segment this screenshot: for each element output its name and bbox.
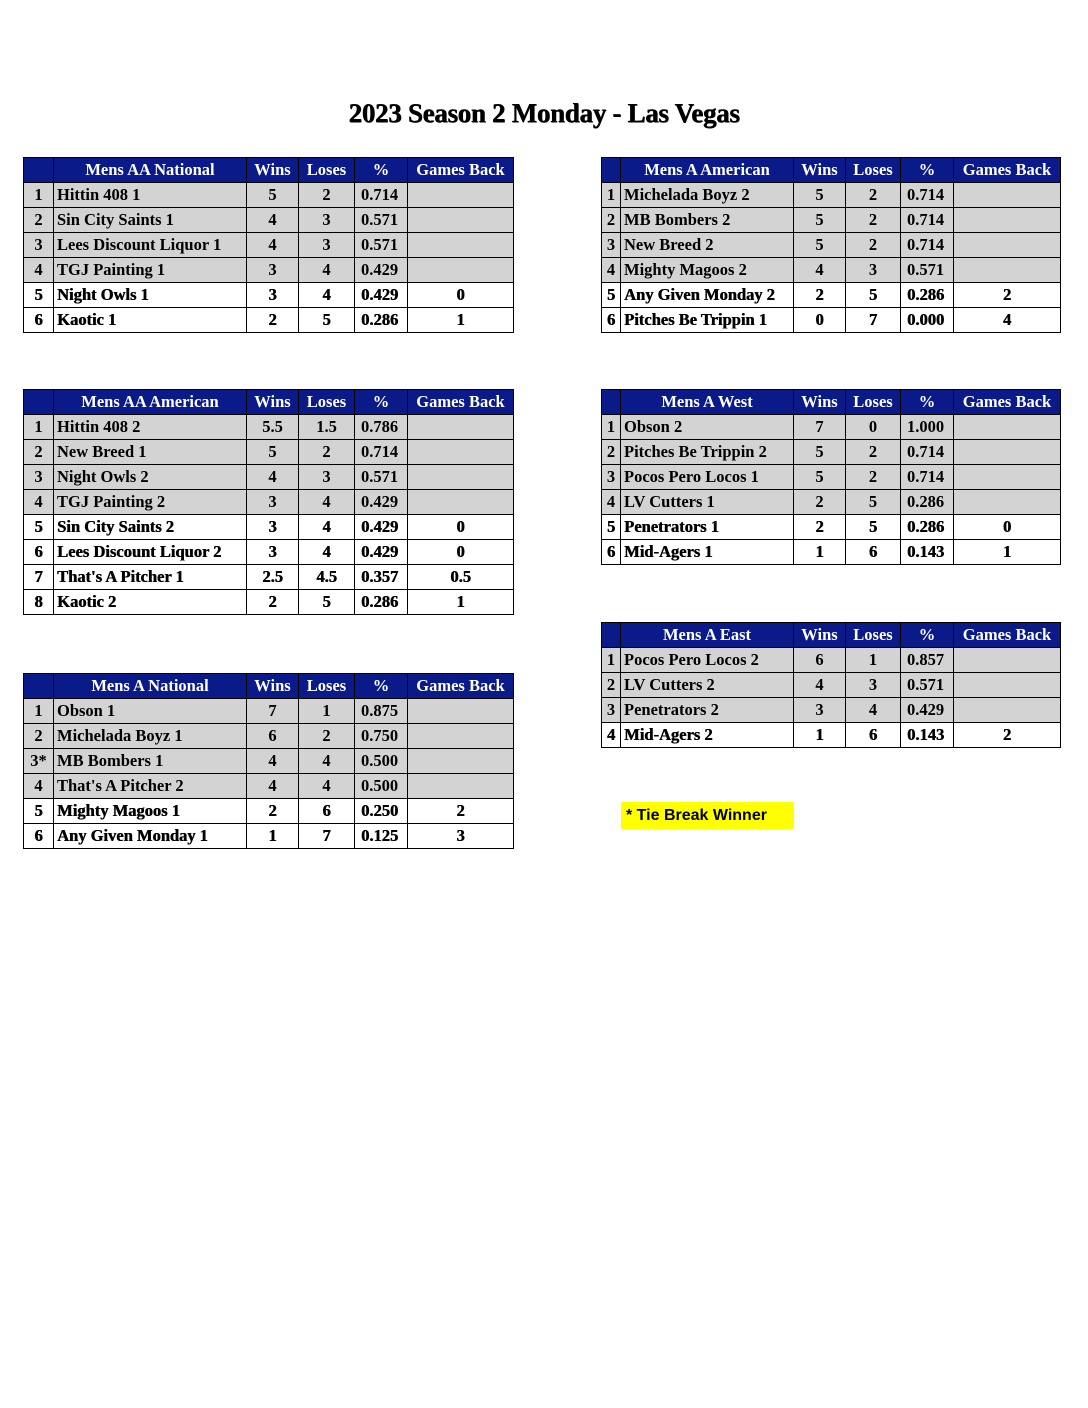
- games-back-cell: 1: [408, 590, 514, 615]
- team-name: Lees Discount Liquor 1: [54, 233, 247, 258]
- team-name: Pitches Be Trippin 1: [621, 308, 794, 333]
- table-row: [24, 208, 514, 233]
- rank-cell: 2: [602, 208, 621, 233]
- header-games-back: Games Back: [408, 390, 514, 415]
- loses-cell: 4.5: [299, 565, 355, 590]
- games-back-cell: 1: [954, 540, 1061, 565]
- loses-cell: 2: [299, 440, 355, 465]
- team-name: MB Bombers 1: [54, 749, 247, 774]
- pct-cell: 0.571: [355, 208, 408, 233]
- table-row: [602, 183, 1061, 208]
- wins-cell: 1: [247, 824, 299, 849]
- team-name: Sin City Saints 2: [54, 515, 247, 540]
- header-rank: [602, 390, 621, 415]
- team-name: Hittin 408 1: [54, 183, 247, 208]
- loses-cell: 3: [299, 208, 355, 233]
- games-back-cell: 2: [408, 799, 514, 824]
- games-back-cell: 1: [408, 308, 514, 333]
- rank-cell: 3: [602, 698, 621, 723]
- team-name: Kaotic 1: [54, 308, 247, 333]
- wins-cell: 7: [794, 415, 846, 440]
- games-back-cell: [954, 440, 1061, 465]
- pct-cell: 0.429: [355, 540, 408, 565]
- table-row: [602, 283, 1061, 308]
- header-loses: Loses: [846, 390, 901, 415]
- team-name: Lees Discount Liquor 2: [54, 540, 247, 565]
- rank-cell: 2: [602, 673, 621, 698]
- loses-cell: 3: [846, 673, 901, 698]
- pct-cell: 0.143: [901, 723, 954, 748]
- pct-cell: 0.286: [355, 308, 408, 333]
- games-back-cell: 4: [954, 308, 1061, 333]
- games-back-cell: [408, 490, 514, 515]
- table-row: [24, 258, 514, 283]
- wins-cell: 2: [794, 283, 846, 308]
- rank-cell: 5: [24, 799, 54, 824]
- wins-cell: 4: [247, 465, 299, 490]
- team-name: Obson 2: [621, 415, 794, 440]
- rank-cell: 1: [602, 648, 621, 673]
- division-name: Mens A East: [621, 623, 794, 648]
- header-wins: Wins: [247, 390, 299, 415]
- header-loses: Loses: [299, 674, 355, 699]
- loses-cell: 4: [299, 749, 355, 774]
- loses-cell: 5: [846, 515, 901, 540]
- table-row: [602, 673, 1061, 698]
- team-name: Mid-Agers 2: [621, 723, 794, 748]
- pct-cell: 0.286: [901, 490, 954, 515]
- loses-cell: 2: [846, 183, 901, 208]
- rank-cell: 3: [24, 465, 54, 490]
- pct-cell: 0.875: [355, 699, 408, 724]
- rank-cell: 5: [24, 515, 54, 540]
- wins-cell: 5: [247, 183, 299, 208]
- loses-cell: 4: [299, 540, 355, 565]
- loses-cell: 7: [299, 824, 355, 849]
- wins-cell: 4: [794, 673, 846, 698]
- wins-cell: 5.5: [247, 415, 299, 440]
- rank-cell: 3: [602, 465, 621, 490]
- wins-cell: 5: [794, 440, 846, 465]
- header-pct: %: [355, 674, 408, 699]
- wins-cell: 0: [794, 308, 846, 333]
- header-games-back: Games Back: [954, 158, 1061, 183]
- table-row: [24, 308, 514, 333]
- table-row: [602, 308, 1061, 333]
- pct-cell: 0.429: [355, 490, 408, 515]
- games-back-cell: [954, 258, 1061, 283]
- division-name: Mens AA American: [54, 390, 247, 415]
- rank-cell: 8: [24, 590, 54, 615]
- rank-cell: 5: [602, 515, 621, 540]
- standings-table-mens-a-national: [23, 673, 514, 849]
- table-row: [24, 749, 514, 774]
- table-row: [24, 465, 514, 490]
- table-row: [24, 824, 514, 849]
- loses-cell: 0: [846, 415, 901, 440]
- table-row: [24, 565, 514, 590]
- table-row: [24, 233, 514, 258]
- loses-cell: 5: [846, 490, 901, 515]
- header-pct: %: [901, 623, 954, 648]
- wins-cell: 3: [247, 540, 299, 565]
- rank-cell: 2: [24, 724, 54, 749]
- pct-cell: 0.714: [901, 208, 954, 233]
- games-back-cell: 3: [408, 824, 514, 849]
- standings-table-mens-aa-national: [23, 157, 514, 333]
- wins-cell: 4: [794, 258, 846, 283]
- wins-cell: 3: [247, 515, 299, 540]
- rank-cell: 1: [602, 415, 621, 440]
- pct-cell: 0.857: [901, 648, 954, 673]
- wins-cell: 2: [247, 308, 299, 333]
- pct-cell: 0.286: [901, 283, 954, 308]
- table-row: [602, 415, 1061, 440]
- team-name: That's A Pitcher 2: [54, 774, 247, 799]
- pct-cell: 0.429: [355, 515, 408, 540]
- header-rank: [24, 390, 54, 415]
- rank-cell: 3: [24, 233, 54, 258]
- division-name: Mens A National: [54, 674, 247, 699]
- table-row: [24, 590, 514, 615]
- rank-cell: 7: [24, 565, 54, 590]
- pct-cell: 0.500: [355, 749, 408, 774]
- games-back-cell: [954, 415, 1061, 440]
- page-title: 2023 Season 2 Monday - Las Vegas: [348, 98, 740, 128]
- team-name: Sin City Saints 1: [54, 208, 247, 233]
- table-row: [24, 440, 514, 465]
- wins-cell: 6: [247, 724, 299, 749]
- games-back-cell: 0: [954, 515, 1061, 540]
- wins-cell: 7: [247, 699, 299, 724]
- division-name: Mens A American: [621, 158, 794, 183]
- games-back-cell: [954, 698, 1061, 723]
- team-name: Night Owls 2: [54, 465, 247, 490]
- table-row: [24, 515, 514, 540]
- games-back-cell: [408, 208, 514, 233]
- games-back-cell: [408, 440, 514, 465]
- pct-cell: 0.286: [901, 515, 954, 540]
- pct-cell: 0.714: [901, 183, 954, 208]
- wins-cell: 2.5: [247, 565, 299, 590]
- pct-cell: 0.714: [901, 440, 954, 465]
- table-row: [602, 723, 1061, 748]
- rank-cell: 4: [602, 723, 621, 748]
- table-row: [24, 183, 514, 208]
- standings-table-mens-a-west: [601, 389, 1061, 565]
- standings-table-mens-a-american: [601, 157, 1061, 333]
- table-row: [602, 540, 1061, 565]
- pct-cell: 0.429: [901, 698, 954, 723]
- header-wins: Wins: [794, 158, 846, 183]
- wins-cell: 6: [794, 648, 846, 673]
- header-games-back: Games Back: [408, 674, 514, 699]
- loses-cell: 3: [299, 465, 355, 490]
- pct-cell: 0.714: [355, 183, 408, 208]
- pct-cell: 0.125: [355, 824, 408, 849]
- loses-cell: 6: [846, 540, 901, 565]
- rank-cell: 3*: [24, 749, 54, 774]
- team-name: Pitches Be Trippin 2: [621, 440, 794, 465]
- wins-cell: 2: [247, 590, 299, 615]
- wins-cell: 1: [794, 723, 846, 748]
- division-name: Mens AA National: [54, 158, 247, 183]
- rank-cell: 1: [602, 183, 621, 208]
- loses-cell: 1.5: [299, 415, 355, 440]
- pct-cell: 0.750: [355, 724, 408, 749]
- pct-cell: 0.000: [901, 308, 954, 333]
- pct-cell: 0.500: [355, 774, 408, 799]
- team-name: MB Bombers 2: [621, 208, 794, 233]
- loses-cell: 3: [299, 233, 355, 258]
- team-name: Night Owls 1: [54, 283, 247, 308]
- team-name: New Breed 2: [621, 233, 794, 258]
- loses-cell: 4: [846, 698, 901, 723]
- table-row: [602, 440, 1061, 465]
- header-pct: %: [355, 390, 408, 415]
- rank-cell: 2: [24, 440, 54, 465]
- table-row: [24, 699, 514, 724]
- pct-cell: 0.571: [355, 465, 408, 490]
- games-back-cell: [954, 465, 1061, 490]
- header-wins: Wins: [247, 158, 299, 183]
- team-name: Any Given Monday 2: [621, 283, 794, 308]
- rank-cell: 2: [602, 440, 621, 465]
- pct-cell: 0.429: [355, 283, 408, 308]
- games-back-cell: 0: [408, 283, 514, 308]
- header-wins: Wins: [794, 390, 846, 415]
- rank-cell: 1: [24, 183, 54, 208]
- loses-cell: 2: [846, 233, 901, 258]
- table-row: [602, 698, 1061, 723]
- pct-cell: 1.000: [901, 415, 954, 440]
- header-rank: [602, 158, 621, 183]
- standings-table-mens-aa-american: [23, 389, 514, 615]
- loses-cell: 1: [846, 648, 901, 673]
- pct-cell: 0.714: [901, 465, 954, 490]
- header-games-back: Games Back: [954, 390, 1061, 415]
- team-name: LV Cutters 2: [621, 673, 794, 698]
- loses-cell: 1: [299, 699, 355, 724]
- header-rank: [602, 623, 621, 648]
- loses-cell: 2: [846, 440, 901, 465]
- team-name: Obson 1: [54, 699, 247, 724]
- games-back-cell: [954, 648, 1061, 673]
- games-back-cell: [408, 774, 514, 799]
- header-pct: %: [901, 158, 954, 183]
- pct-cell: 0.786: [355, 415, 408, 440]
- rank-cell: 6: [24, 540, 54, 565]
- pct-cell: 0.571: [901, 258, 954, 283]
- pct-cell: 0.429: [355, 258, 408, 283]
- rank-cell: 3: [602, 233, 621, 258]
- games-back-cell: 0: [408, 540, 514, 565]
- team-name: Pocos Pero Locos 2: [621, 648, 794, 673]
- rank-cell: 6: [602, 308, 621, 333]
- games-back-cell: [408, 183, 514, 208]
- header-pct: %: [901, 390, 954, 415]
- header-rank: [24, 158, 54, 183]
- games-back-cell: [954, 208, 1061, 233]
- rank-cell: 4: [602, 490, 621, 515]
- header-loses: Loses: [299, 390, 355, 415]
- header-games-back: Games Back: [954, 623, 1061, 648]
- team-name: TGJ Painting 1: [54, 258, 247, 283]
- table-row: [24, 724, 514, 749]
- wins-cell: 3: [247, 258, 299, 283]
- games-back-cell: 0: [408, 515, 514, 540]
- games-back-cell: [408, 415, 514, 440]
- table-row: [602, 465, 1061, 490]
- wins-cell: 5: [794, 233, 846, 258]
- pct-cell: 0.357: [355, 565, 408, 590]
- wins-cell: 5: [794, 465, 846, 490]
- pct-cell: 0.714: [901, 233, 954, 258]
- games-back-cell: [408, 724, 514, 749]
- team-name: Mighty Magoos 2: [621, 258, 794, 283]
- pct-cell: 0.286: [355, 590, 408, 615]
- rank-cell: 4: [24, 774, 54, 799]
- table-row: [24, 490, 514, 515]
- rank-cell: 1: [24, 415, 54, 440]
- table-row: [24, 799, 514, 824]
- header-wins: Wins: [794, 623, 846, 648]
- games-back-cell: [954, 673, 1061, 698]
- header-loses: Loses: [846, 158, 901, 183]
- games-back-cell: 2: [954, 283, 1061, 308]
- rank-cell: 2: [24, 208, 54, 233]
- rank-cell: 4: [602, 258, 621, 283]
- standings-table-mens-a-east: [601, 622, 1061, 748]
- rank-cell: 5: [24, 283, 54, 308]
- table-row: [24, 283, 514, 308]
- table-row: [602, 490, 1061, 515]
- loses-cell: 3: [846, 258, 901, 283]
- wins-cell: 4: [247, 208, 299, 233]
- wins-cell: 2: [794, 490, 846, 515]
- loses-cell: 2: [846, 208, 901, 233]
- games-back-cell: [954, 490, 1061, 515]
- loses-cell: 6: [846, 723, 901, 748]
- wins-cell: 3: [247, 283, 299, 308]
- team-name: TGJ Painting 2: [54, 490, 247, 515]
- pct-cell: 0.143: [901, 540, 954, 565]
- wins-cell: 1: [794, 540, 846, 565]
- wins-cell: 4: [247, 749, 299, 774]
- wins-cell: 3: [247, 490, 299, 515]
- games-back-cell: [408, 233, 514, 258]
- wins-cell: 4: [247, 774, 299, 799]
- table-row: [24, 774, 514, 799]
- wins-cell: 5: [794, 208, 846, 233]
- rank-cell: 5: [602, 283, 621, 308]
- team-name: New Breed 1: [54, 440, 247, 465]
- wins-cell: 2: [794, 515, 846, 540]
- table-row: [602, 515, 1061, 540]
- team-name: Pocos Pero Locos 1: [621, 465, 794, 490]
- tie-break-legend: * Tie Break Winner: [621, 802, 794, 829]
- rank-cell: 1: [24, 699, 54, 724]
- team-name: Michelada Boyz 1: [54, 724, 247, 749]
- team-name: Penetrators 1: [621, 515, 794, 540]
- team-name: LV Cutters 1: [621, 490, 794, 515]
- games-back-cell: [408, 699, 514, 724]
- header-loses: Loses: [299, 158, 355, 183]
- loses-cell: 4: [299, 258, 355, 283]
- team-name: Any Given Monday 1: [54, 824, 247, 849]
- pct-cell: 0.714: [355, 440, 408, 465]
- rank-cell: 4: [24, 490, 54, 515]
- header-pct: %: [355, 158, 408, 183]
- table-row: [24, 415, 514, 440]
- team-name: That's A Pitcher 1: [54, 565, 247, 590]
- table-row: [602, 233, 1061, 258]
- loses-cell: 4: [299, 515, 355, 540]
- team-name: Michelada Boyz 2: [621, 183, 794, 208]
- rank-cell: 4: [24, 258, 54, 283]
- header-games-back: Games Back: [408, 158, 514, 183]
- loses-cell: 4: [299, 490, 355, 515]
- games-back-cell: [954, 233, 1061, 258]
- games-back-cell: [954, 183, 1061, 208]
- team-name: Kaotic 2: [54, 590, 247, 615]
- rank-cell: 6: [24, 824, 54, 849]
- team-name: Mid-Agers 1: [621, 540, 794, 565]
- games-back-cell: 2: [954, 723, 1061, 748]
- wins-cell: 5: [247, 440, 299, 465]
- wins-cell: 4: [247, 233, 299, 258]
- header-loses: Loses: [846, 623, 901, 648]
- loses-cell: 2: [846, 465, 901, 490]
- loses-cell: 4: [299, 283, 355, 308]
- loses-cell: 2: [299, 183, 355, 208]
- division-name: Mens A West: [621, 390, 794, 415]
- table-row: [602, 208, 1061, 233]
- wins-cell: 5: [794, 183, 846, 208]
- games-back-cell: 0.5: [408, 565, 514, 590]
- loses-cell: 5: [846, 283, 901, 308]
- loses-cell: 2: [299, 724, 355, 749]
- team-name: Penetrators 2: [621, 698, 794, 723]
- games-back-cell: [408, 465, 514, 490]
- pct-cell: 0.250: [355, 799, 408, 824]
- rank-cell: 6: [24, 308, 54, 333]
- table-row: [24, 540, 514, 565]
- games-back-cell: [408, 258, 514, 283]
- team-name: Mighty Magoos 1: [54, 799, 247, 824]
- table-row: [602, 258, 1061, 283]
- rank-cell: 6: [602, 540, 621, 565]
- pct-cell: 0.571: [901, 673, 954, 698]
- loses-cell: 5: [299, 308, 355, 333]
- loses-cell: 5: [299, 590, 355, 615]
- table-row: [602, 648, 1061, 673]
- loses-cell: 4: [299, 774, 355, 799]
- team-name: Hittin 408 2: [54, 415, 247, 440]
- games-back-cell: [408, 749, 514, 774]
- loses-cell: 7: [846, 308, 901, 333]
- wins-cell: 2: [247, 799, 299, 824]
- loses-cell: 6: [299, 799, 355, 824]
- header-rank: [24, 674, 54, 699]
- header-wins: Wins: [247, 674, 299, 699]
- pct-cell: 0.571: [355, 233, 408, 258]
- wins-cell: 3: [794, 698, 846, 723]
